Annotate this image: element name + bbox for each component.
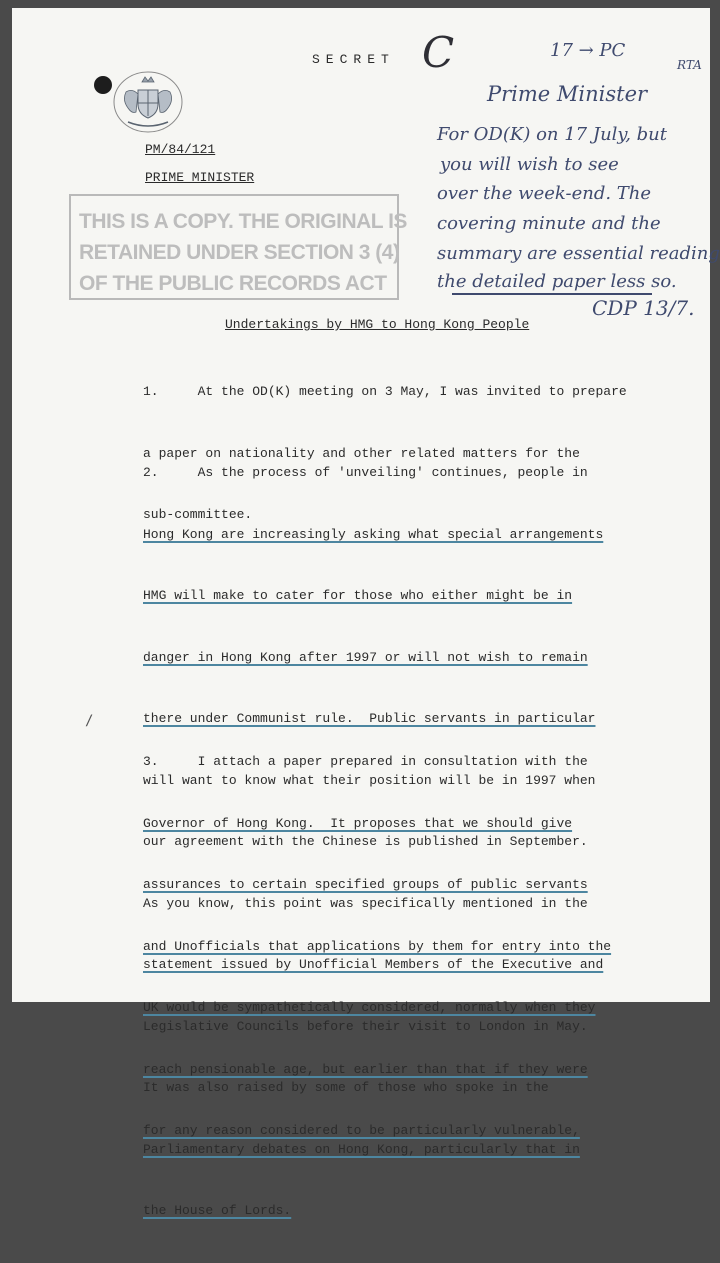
paragraph-line: sub-committee.: [143, 507, 253, 522]
note-line: you will wish to see: [440, 154, 619, 175]
paragraph-line: It was also raised by some of those who spoke in the: [143, 1080, 549, 1095]
paragraph-line: UK would be sympathetically considered, normally when they: [143, 1000, 596, 1015]
note-reference: 17 → PC: [550, 40, 626, 61]
reference-number: PM/84/121: [145, 142, 216, 157]
paragraph-line: Legislative Councils before their visit to London in May.: [143, 1018, 588, 1034]
note-reference-initials: RTA: [677, 58, 702, 72]
paragraph-3: [143, 711, 643, 1183]
royal-crest-icon: [112, 70, 184, 138]
note-divider: [452, 293, 652, 295]
paragraph-line: assurances to certain specified groups of public servants: [143, 877, 588, 892]
paragraph-line: our agreement with the Chinese is published in September.: [143, 834, 588, 849]
note-line: over the week-end. The: [437, 183, 652, 204]
paragraph-line: As you know, this point was specifically mentioned in the: [143, 895, 588, 911]
stamp-line: RETAINED UNDER SECTION 3 (4): [79, 241, 400, 264]
paragraph-line: will want to know what their position will be in 1997 when: [143, 772, 596, 788]
paragraph-line: for any reason considered to be particularly vulnerable,: [143, 1123, 580, 1138]
paragraph-line: Parliamentary debates on Hong Kong, particularly that in: [143, 1141, 580, 1157]
paragraph-line: there under Communist rule. Public servants in particular: [143, 711, 596, 726]
paragraph-line: reach pensionable age, but earlier than that if they were: [143, 1061, 588, 1077]
paragraph-line: statement issued by Unofficial Members of the Executive and: [143, 957, 604, 972]
paragraph-line: the House of Lords.: [143, 1203, 292, 1218]
stamp-line: OF THE PUBLIC RECORDS ACT: [79, 272, 387, 295]
paragraph-line: a paper on nationality and other related matters for the: [143, 445, 580, 461]
paragraph-line: danger in Hong Kong after 1997 or will not wish to remain: [143, 649, 588, 665]
paragraph-line: 3. I attach a paper prepared in consultation with the: [143, 754, 588, 769]
paragraph-line: Hong Kong are increasingly asking what special arrangements: [143, 526, 604, 542]
note-signature: CDP 13/7.: [592, 296, 695, 320]
note-line: For OD(K) on 17 July, but: [437, 124, 667, 145]
paragraph-line: 2. As the process of 'unveiling' continues, people in: [143, 465, 588, 480]
note-title: Prime Minister: [487, 82, 648, 106]
document-page: [12, 8, 720, 1218]
stamp-line: THIS IS A COPY. THE ORIGINAL IS: [79, 210, 407, 233]
classification-label: SECRET: [312, 52, 395, 67]
addressee: PRIME MINISTER: [145, 170, 255, 185]
paragraph-line: and Unofficials that applications by them for entry into the: [143, 938, 612, 954]
document-heading: Undertakings by HMG to Hong Kong People: [225, 317, 530, 332]
punch-hole: [94, 76, 112, 94]
note-line: the detailed paper less so.: [437, 271, 677, 292]
note-line: covering minute and the: [437, 213, 661, 234]
public-records-stamp: [69, 194, 407, 300]
classification-handwritten-mark: C: [422, 28, 455, 77]
paragraph-line: HMG will make to cater for those who either might be in: [143, 588, 573, 603]
paragraph-line: 1. At the OD(K) meeting on 3 May, I was invited to prepare: [143, 384, 627, 399]
margin-mark: /: [85, 713, 94, 729]
note-line: summary are essential reading: [437, 243, 720, 264]
paragraph-line: Governor of Hong Kong. It proposes that we should give: [143, 815, 573, 831]
